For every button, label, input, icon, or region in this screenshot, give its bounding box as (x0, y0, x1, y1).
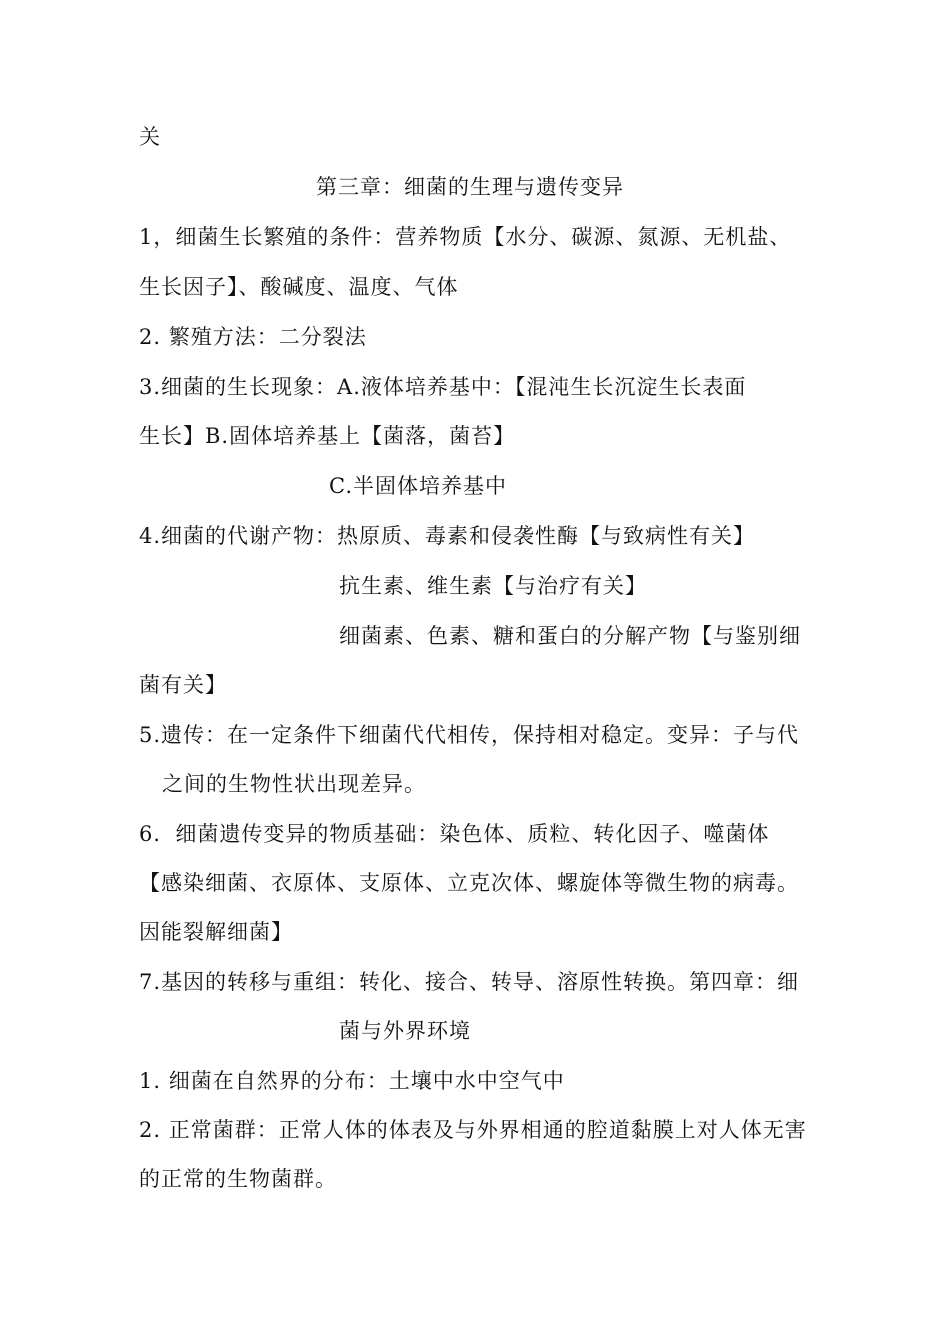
chapter-heading-continuation: 菌与外界环境 (339, 1019, 471, 1043)
text-line: 的正常的生物菌群。 (139, 1167, 337, 1191)
text-line: 生长因子】、酸碱度、温度、气体 (139, 275, 459, 299)
text-line: 2. 正常菌群：正常人体的体表及与外界相通的腔道黏膜上对人体无害 (139, 1118, 807, 1142)
text-line: 【感染细菌、衣原体、支原体、立克次体、螺旋体等微生物的病毒。 (139, 871, 799, 895)
text-line: 3.细菌的生长现象：A.液体培养基中：【混沌生长沉淀生长表面 (139, 375, 747, 399)
text-line: 细菌素、色素、糖和蛋白的分解产物【与鉴别细 (339, 624, 801, 648)
text-line: 2. 繁殖方法：二分裂法 (139, 325, 367, 349)
text-line: C.半固体培养基中 (329, 474, 507, 498)
text-line: 4.细菌的代谢产物：热原质、毒素和侵袭性酶【与致病性有关】 (139, 524, 756, 548)
text-line: 6．细菌遗传变异的物质基础：染色体、质粒、转化因子、噬菌体 (139, 822, 770, 846)
text-line: 5.遗传：在一定条件下细菌代代相传，保持相对稳定。变异：子与代 (139, 723, 800, 747)
text-line: 关 (139, 125, 161, 149)
text-line: 因能裂解细菌】 (139, 920, 293, 944)
text-line: 菌有关】 (139, 673, 227, 697)
text-line: 1. 细菌在自然界的分布：土壤中水中空气中 (139, 1069, 565, 1093)
chapter-heading: 第三章：细菌的生理与遗传变异 (316, 175, 624, 199)
text-line: 1，细菌生长繁殖的条件：营养物质【水分、碳源、氮源、无机盐、 (139, 225, 792, 249)
text-line: 生长】B.固体培养基上【菌落，菌苔】 (139, 424, 516, 448)
text-line: 7.基因的转移与重组：转化、接合、转导、溶原性转换。第四章：细 (139, 970, 800, 994)
text-line: 之间的生物性状出现差异。 (162, 772, 426, 796)
text-line: 抗生素、维生素【与治疗有关】 (339, 574, 647, 598)
